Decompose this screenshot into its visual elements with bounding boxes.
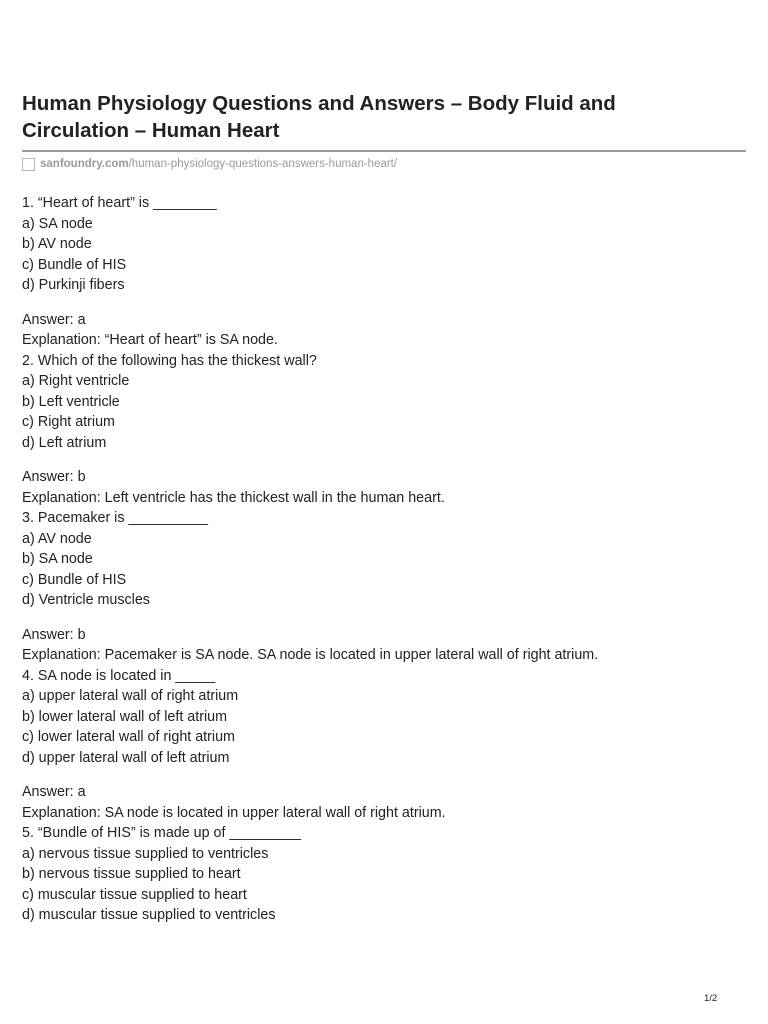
option-d: d) Purkinji fibers: [22, 277, 125, 293]
question-text: 4. SA node is located in _____: [22, 667, 216, 684]
question-block: [22, 351, 746, 509]
title-divider: [22, 150, 746, 152]
option-a: a) nervous tissue supplied to ventricles: [22, 845, 269, 862]
title-line-2: Circulation – Human Heart: [22, 119, 280, 142]
question-text: 1. “Heart of heart” is ________: [22, 195, 217, 211]
option-b: b) Left ventricle: [22, 393, 120, 410]
answer-text: Answer: a: [22, 784, 86, 800]
page-number: 1/2: [704, 993, 718, 1004]
option-d: d) Left atrium: [22, 434, 107, 451]
option-d: d) upper lateral wall of left atrium: [22, 749, 230, 766]
option-a: a) SA node: [22, 215, 93, 232]
option-d: d) muscular tissue supplied to ventricles: [22, 907, 276, 923]
question-block: [22, 666, 746, 824]
explanation-text: Explanation: Left ventricle has the thickest wall in the human heart.: [22, 489, 445, 506]
answer-text: Answer: b: [22, 626, 86, 643]
option-b: b) AV node: [22, 236, 92, 252]
option-a: a) upper lateral wall of right atrium: [22, 688, 239, 704]
explanation-text: Explanation: SA node is located in upper lateral wall of right atrium.: [22, 804, 446, 821]
answer-text: Answer: b: [22, 469, 86, 485]
question-block: [22, 193, 746, 351]
option-c: c) lower lateral wall of right atrium: [22, 729, 235, 745]
title-line-1: Human Physiology Questions and Answers – Body Fluid and: [22, 92, 616, 115]
question-block: [22, 508, 746, 666]
explanation-text: Explanation: Pacemaker is SA node. SA node is located in upper lateral wall of right atrium.: [22, 647, 599, 663]
source-domain[interactable]: sanfoundry.com: [40, 158, 129, 170]
document-page: [22, 90, 746, 926]
question-text: 3. Pacemaker is __________: [22, 510, 208, 526]
question-list: [22, 193, 746, 926]
question-text: 5. “Bundle of HIS” is made up of _________: [22, 825, 301, 841]
answer-text: Answer: a: [22, 311, 86, 328]
option-a: a) AV node: [22, 530, 92, 547]
option-c: c) Right atrium: [22, 414, 115, 430]
page-icon: [22, 158, 35, 171]
option-a: a) Right ventricle: [22, 373, 130, 389]
option-b: b) lower lateral wall of left atrium: [22, 708, 227, 725]
source-path[interactable]: /human-physiology-questions-answers-human-heart/: [128, 158, 398, 170]
explanation-text: Explanation: “Heart of heart” is SA node.: [22, 332, 278, 348]
question-text: 2. Which of the following has the thickest wall?: [22, 352, 317, 369]
option-c: c) muscular tissue supplied to heart: [22, 886, 247, 903]
page-title: [22, 90, 746, 144]
source-link[interactable]: [22, 156, 746, 172]
option-b: b) nervous tissue supplied to heart: [22, 866, 241, 882]
option-c: c) Bundle of HIS: [22, 571, 127, 588]
option-b: b) SA node: [22, 551, 93, 567]
question-block: [22, 823, 746, 926]
option-d: d) Ventricle muscles: [22, 592, 150, 608]
option-c: c) Bundle of HIS: [22, 256, 127, 273]
